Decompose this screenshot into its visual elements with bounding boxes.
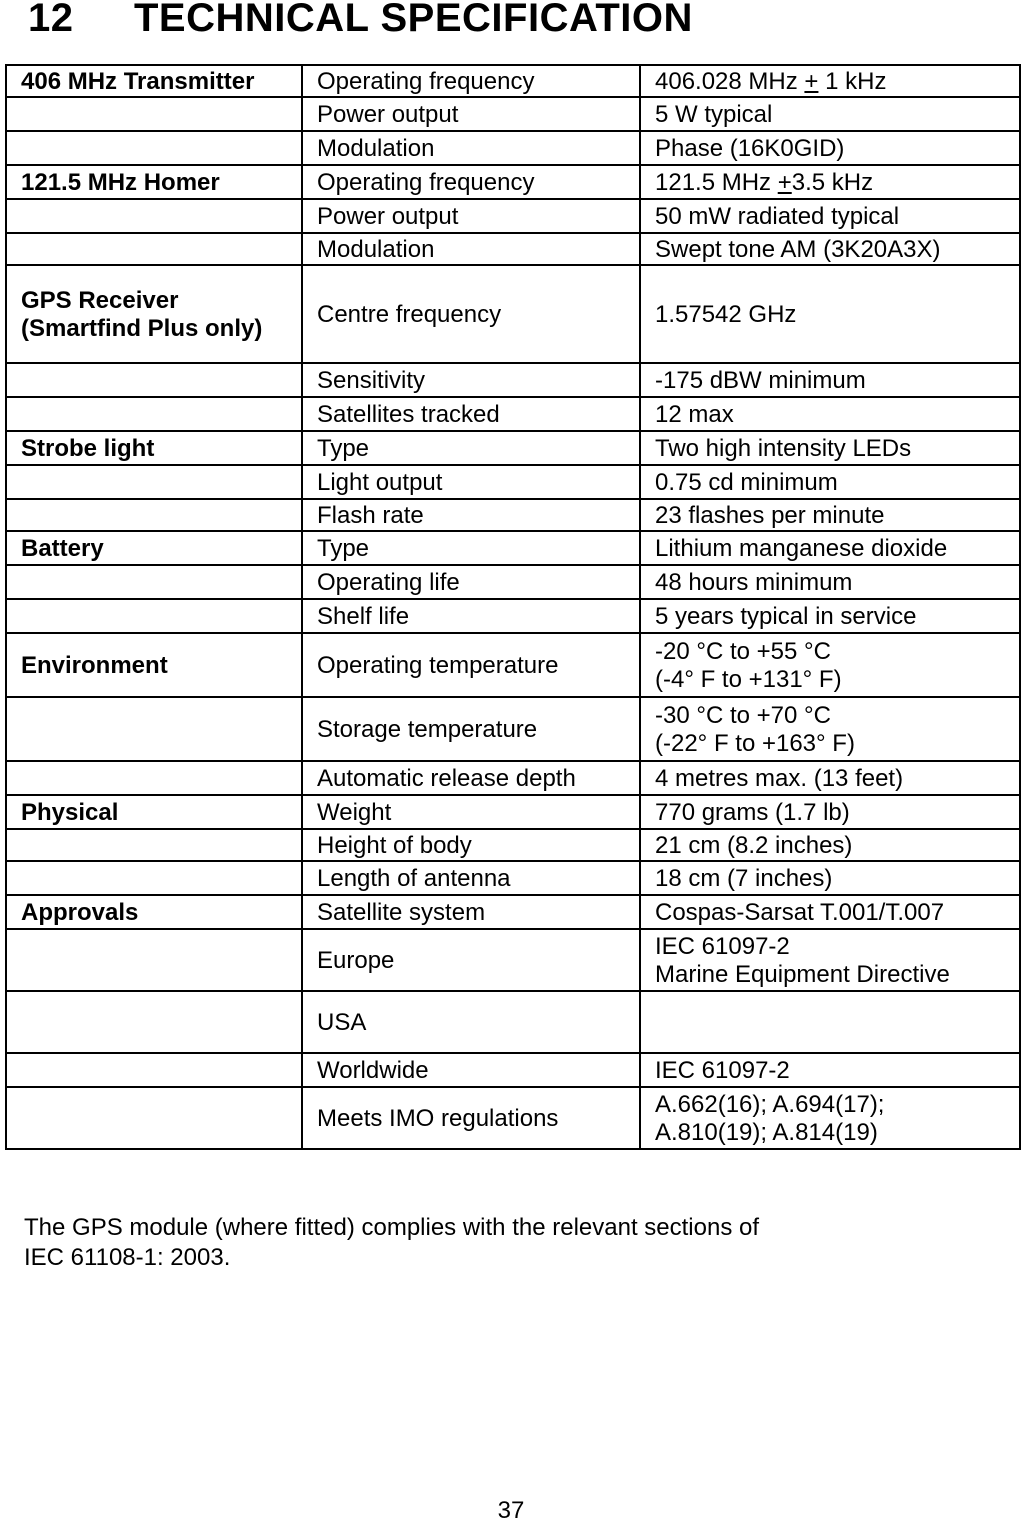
spec-value [640, 199, 1020, 233]
spec-category [6, 465, 302, 499]
spec-row [6, 131, 1020, 165]
spec-category: Environment [6, 633, 302, 697]
spec-parameter: Type [302, 431, 640, 465]
spec-parameter: Worldwide [302, 1053, 640, 1087]
spec-value-line: Two high intensity LEDs [655, 435, 912, 462]
spec-row [6, 829, 1020, 861]
spec-value-line: -30 °C to +70 °C [655, 702, 831, 729]
spec-value-line: IEC 61097-2 [655, 933, 790, 960]
spec-value-line: (-4° F to +131° F) [655, 666, 842, 693]
spec-value-line: 1.57542 GHz [655, 301, 797, 328]
spec-row [6, 795, 1020, 829]
spec-parameter: Shelf life [302, 599, 640, 633]
spec-value [640, 991, 1020, 1053]
spec-value-line: Marine Equipment Directive [655, 961, 950, 988]
spec-category: Approvals [6, 895, 302, 929]
spec-category [6, 991, 302, 1053]
spec-row [6, 165, 1020, 199]
spec-parameter: Satellites tracked [302, 397, 640, 431]
spec-parameter: Modulation [302, 233, 640, 265]
spec-row [6, 363, 1020, 397]
spec-value-line: (-22° F to +163° F) [655, 730, 855, 757]
spec-parameter: Flash rate [302, 499, 640, 531]
spec-category [6, 397, 302, 431]
spec-parameter: Power output [302, 97, 640, 131]
spec-parameter: Weight [302, 795, 640, 829]
spec-value [640, 465, 1020, 499]
spec-parameter: Centre frequency [302, 265, 640, 363]
spec-row [6, 1087, 1020, 1149]
spec-category [6, 131, 302, 165]
spec-value-line: -20 °C to +55 °C [655, 638, 831, 665]
spec-row [6, 65, 1020, 97]
spec-row [6, 929, 1020, 991]
spec-value [640, 1053, 1020, 1087]
spec-parameter: Satellite system [302, 895, 640, 929]
spec-value-line: 121.5 MHz +3.5 kHz [655, 169, 874, 196]
spec-category [6, 929, 302, 991]
spec-value-line: 18 cm (7 inches) [655, 865, 833, 892]
spec-category: Battery [6, 531, 302, 565]
spec-parameter: USA [302, 991, 640, 1053]
spec-category [6, 861, 302, 895]
spec-value-line: A.662(16); A.694(17); [655, 1091, 885, 1118]
spec-value-line: 0.75 cd minimum [655, 469, 838, 496]
spec-row [6, 97, 1020, 131]
spec-value [640, 499, 1020, 531]
spec-row [6, 431, 1020, 465]
spec-category [6, 1087, 302, 1149]
spec-value [640, 697, 1020, 761]
spec-parameter: Modulation [302, 131, 640, 165]
spec-value [640, 363, 1020, 397]
spec-value-line: 5 W typical [655, 101, 773, 128]
spec-value [640, 65, 1020, 97]
spec-row [6, 265, 1020, 363]
spec-category: 121.5 MHz Homer [6, 165, 302, 199]
spec-category [6, 761, 302, 795]
spec-parameter: Type [302, 531, 640, 565]
spec-value-line: Phase (16K0GID) [655, 135, 845, 162]
spec-value-line: IEC 61097-2 [655, 1057, 790, 1084]
spec-category [6, 1053, 302, 1087]
spec-value-line: -175 dBW minimum [655, 367, 866, 394]
spec-category [6, 97, 302, 131]
spec-parameter: Length of antenna [302, 861, 640, 895]
spec-value-line: Cospas-Sarsat T.001/T.007 [655, 899, 945, 926]
section-title [28, 0, 693, 41]
spec-category: Strobe light [6, 431, 302, 465]
spec-category [6, 697, 302, 761]
spec-parameter: Automatic release depth [302, 761, 640, 795]
section-heading-text: TECHNICAL SPECIFICATION [134, 0, 693, 40]
spec-category [6, 565, 302, 599]
spec-value-line: Swept tone AM (3K20A3X) [655, 236, 941, 263]
spec-value [640, 795, 1020, 829]
spec-parameter: Operating temperature [302, 633, 640, 697]
spec-category: GPS Receiver (Smartfind Plus only) [6, 265, 302, 363]
spec-parameter: Storage temperature [302, 697, 640, 761]
spec-category: Physical [6, 795, 302, 829]
spec-row [6, 991, 1020, 1053]
spec-value [640, 531, 1020, 565]
spec-parameter: Sensitivity [302, 363, 640, 397]
spec-category [6, 829, 302, 861]
spec-value [640, 761, 1020, 795]
spec-parameter: Power output [302, 199, 640, 233]
spec-category [6, 233, 302, 265]
spec-row [6, 233, 1020, 265]
note-line-1: The GPS module (where fitted) complies with the relevant sections of [24, 1214, 759, 1241]
spec-parameter: Operating frequency [302, 65, 640, 97]
spec-parameter: Light output [302, 465, 640, 499]
spec-row [6, 499, 1020, 531]
spec-value [640, 233, 1020, 265]
spec-value [640, 265, 1020, 363]
spec-parameter: Height of body [302, 829, 640, 861]
spec-row [6, 565, 1020, 599]
spec-row [6, 895, 1020, 929]
spec-row [6, 761, 1020, 795]
spec-row [6, 531, 1020, 565]
spec-row [6, 697, 1020, 761]
spec-row [6, 465, 1020, 499]
spec-parameter: Operating life [302, 565, 640, 599]
spec-category: 406 MHz Transmitter [6, 65, 302, 97]
spec-value [640, 599, 1020, 633]
spec-value-line: 50 mW radiated typical [655, 203, 900, 230]
spec-value [640, 165, 1020, 199]
spec-value [640, 565, 1020, 599]
spec-parameter: Europe [302, 929, 640, 991]
spec-row [6, 1053, 1020, 1087]
spec-value [640, 861, 1020, 895]
spec-value-line: Lithium manganese dioxide [655, 535, 948, 562]
spec-parameter: Meets IMO regulations [302, 1087, 640, 1149]
spec-row [6, 599, 1020, 633]
spec-row [6, 199, 1020, 233]
spec-value [640, 397, 1020, 431]
spec-value [640, 131, 1020, 165]
spec-value [640, 895, 1020, 929]
spec-row [6, 633, 1020, 697]
spec-value-line: 4 metres max. (13 feet) [655, 765, 904, 792]
section-number: 12 [28, 0, 74, 40]
spec-value-line: 23 flashes per minute [655, 502, 885, 529]
spec-row [6, 861, 1020, 895]
spec-category [6, 499, 302, 531]
spec-row [6, 397, 1020, 431]
gps-compliance-note [24, 1213, 759, 1273]
spec-category [6, 363, 302, 397]
spec-parameter: Operating frequency [302, 165, 640, 199]
spec-category [6, 599, 302, 633]
spec-value-line: 406.028 MHz + 1 kHz [655, 68, 887, 95]
page-number: 37 [497, 1497, 525, 1524]
note-line-2: IEC 61108-1: 2003. [24, 1244, 231, 1271]
spec-value-line: 5 years typical in service [655, 603, 917, 630]
spec-value [640, 633, 1020, 697]
spec-value [640, 829, 1020, 861]
spec-value-line: 48 hours minimum [655, 569, 853, 596]
spec-value-line: 12 max [655, 401, 734, 428]
spec-table-body [6, 65, 1020, 1149]
spec-value-line: 21 cm (8.2 inches) [655, 832, 853, 859]
spec-value [640, 1087, 1020, 1149]
spec-value [640, 97, 1020, 131]
spec-value-line: A.810(19); A.814(19) [655, 1119, 878, 1146]
spec-value [640, 431, 1020, 465]
spec-value-line: 770 grams (1.7 lb) [655, 799, 850, 826]
spec-category [6, 199, 302, 233]
technical-specification-table [5, 64, 1021, 1150]
spec-value [640, 929, 1020, 991]
